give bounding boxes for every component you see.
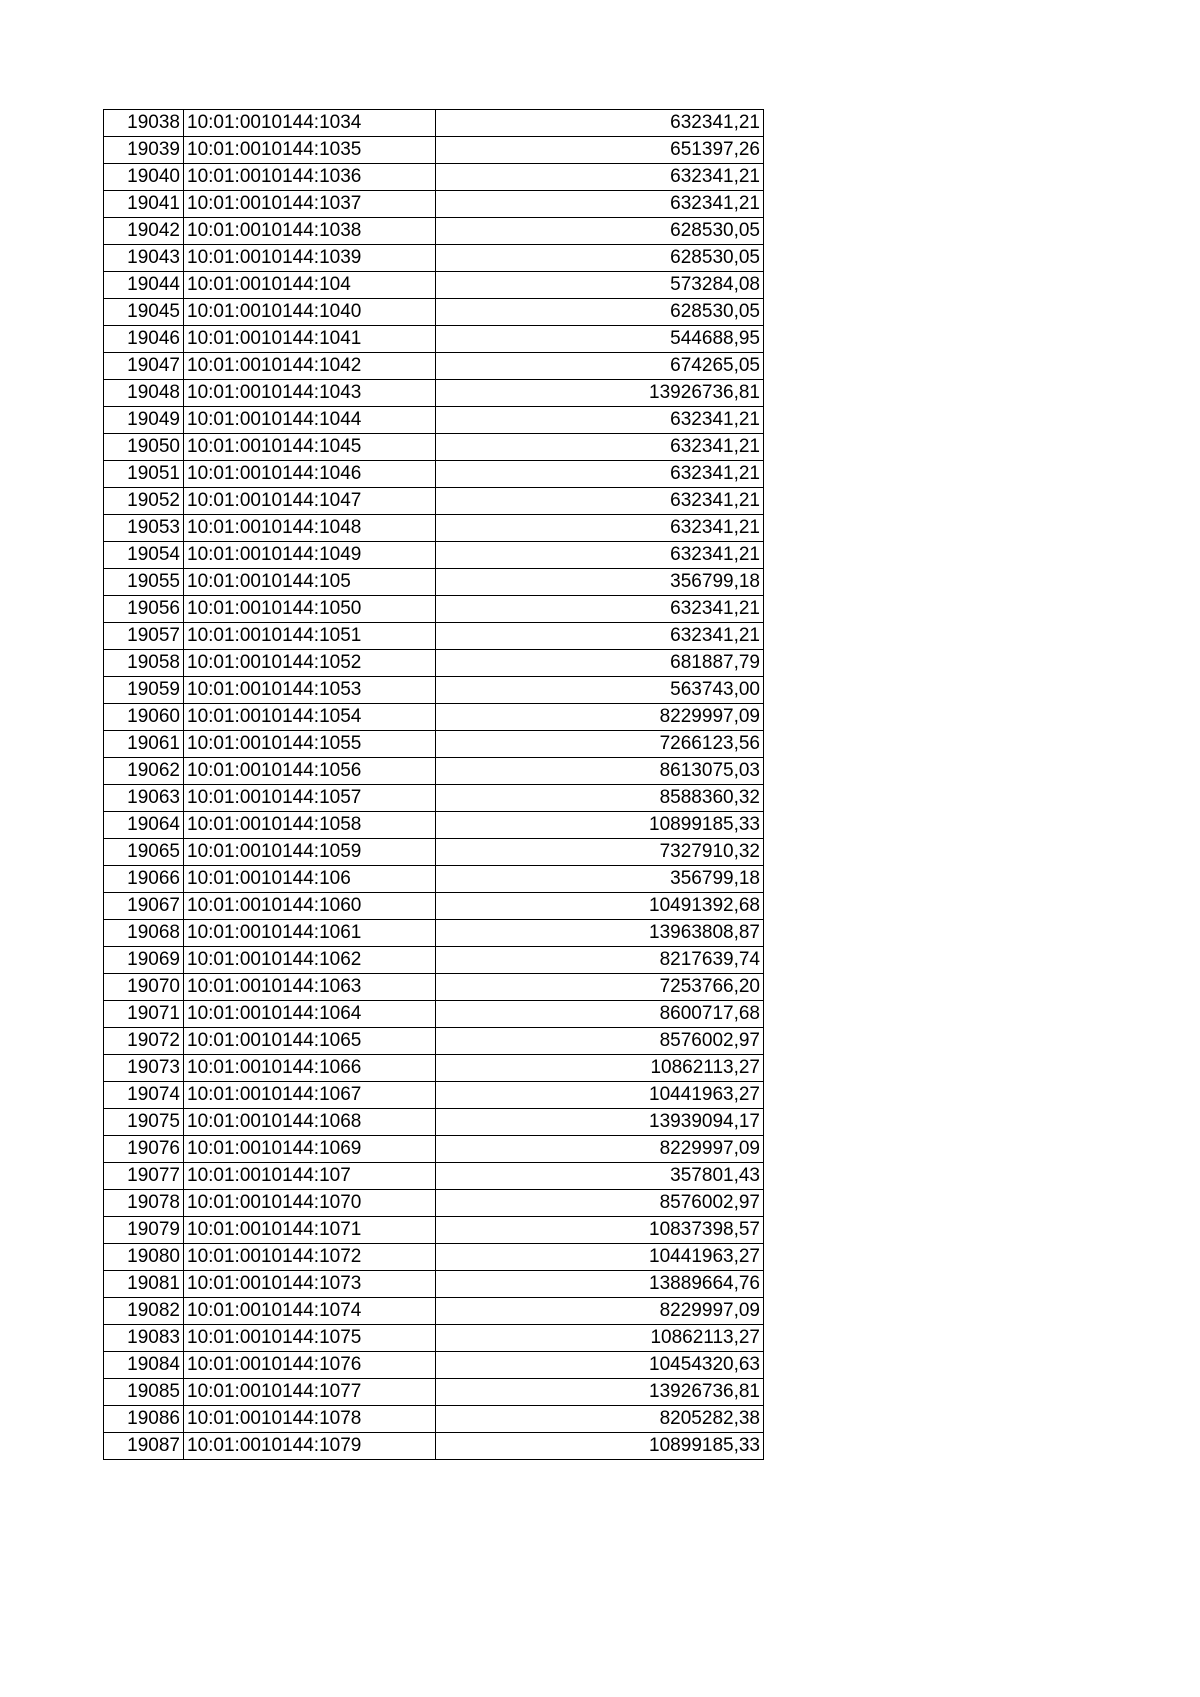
cadastral-number-cell: 10:01:0010144:1056 bbox=[184, 758, 436, 785]
cadastral-number-cell: 10:01:0010144:1039 bbox=[184, 245, 436, 272]
cadastral-number-cell: 10:01:0010144:1068 bbox=[184, 1109, 436, 1136]
row-number-cell: 19072 bbox=[104, 1028, 184, 1055]
cadastral-number-cell: 10:01:0010144:1034 bbox=[184, 110, 436, 137]
cadastral-number-cell: 10:01:0010144:1054 bbox=[184, 704, 436, 731]
row-number-cell: 19046 bbox=[104, 326, 184, 353]
cadastral-value-cell: 10491392,68 bbox=[436, 893, 764, 920]
table-row bbox=[104, 866, 764, 893]
row-number-cell: 19078 bbox=[104, 1190, 184, 1217]
cadastral-value-cell: 632341,21 bbox=[436, 164, 764, 191]
cadastral-number-cell: 10:01:0010144:1072 bbox=[184, 1244, 436, 1271]
cadastral-value-cell: 10862113,27 bbox=[436, 1055, 764, 1082]
table-row bbox=[104, 1352, 764, 1379]
table-row bbox=[104, 407, 764, 434]
row-number-cell: 19061 bbox=[104, 731, 184, 758]
cadastral-number-cell: 10:01:0010144:1044 bbox=[184, 407, 436, 434]
table-row bbox=[104, 299, 764, 326]
cadastral-number-cell: 10:01:0010144:1063 bbox=[184, 974, 436, 1001]
table-row bbox=[104, 1028, 764, 1055]
cadastral-value-cell: 7266123,56 bbox=[436, 731, 764, 758]
table-row bbox=[104, 488, 764, 515]
table-row bbox=[104, 515, 764, 542]
row-number-cell: 19086 bbox=[104, 1406, 184, 1433]
cadastral-value-cell: 632341,21 bbox=[436, 434, 764, 461]
row-number-cell: 19073 bbox=[104, 1055, 184, 1082]
cadastral-number-cell: 10:01:0010144:1064 bbox=[184, 1001, 436, 1028]
table-row bbox=[104, 731, 764, 758]
cadastral-value-cell: 8217639,74 bbox=[436, 947, 764, 974]
cadastral-number-cell: 10:01:0010144:1060 bbox=[184, 893, 436, 920]
cadastral-value-cell: 10837398,57 bbox=[436, 1217, 764, 1244]
row-number-cell: 19040 bbox=[104, 164, 184, 191]
cadastral-number-cell: 10:01:0010144:1067 bbox=[184, 1082, 436, 1109]
row-number-cell: 19057 bbox=[104, 623, 184, 650]
cadastral-value-cell: 13926736,81 bbox=[436, 1379, 764, 1406]
row-number-cell: 19063 bbox=[104, 785, 184, 812]
cadastral-value-cell: 7327910,32 bbox=[436, 839, 764, 866]
table-body bbox=[104, 110, 764, 1460]
table-row bbox=[104, 110, 764, 137]
table-row bbox=[104, 1082, 764, 1109]
row-number-cell: 19052 bbox=[104, 488, 184, 515]
table-row bbox=[104, 191, 764, 218]
table-row bbox=[104, 623, 764, 650]
row-number-cell: 19071 bbox=[104, 1001, 184, 1028]
table-row bbox=[104, 920, 764, 947]
table-row bbox=[104, 596, 764, 623]
cadastral-value-cell: 632341,21 bbox=[436, 623, 764, 650]
cadastral-value-cell: 8576002,97 bbox=[436, 1190, 764, 1217]
table-row bbox=[104, 380, 764, 407]
row-number-cell: 19077 bbox=[104, 1163, 184, 1190]
table-row bbox=[104, 353, 764, 380]
cadastral-value-cell: 632341,21 bbox=[436, 110, 764, 137]
cadastral-number-cell: 10:01:0010144:1040 bbox=[184, 299, 436, 326]
cadastral-value-cell: 628530,05 bbox=[436, 218, 764, 245]
cadastral-value-cell: 13926736,81 bbox=[436, 380, 764, 407]
cadastral-number-cell: 10:01:0010144:1069 bbox=[184, 1136, 436, 1163]
row-number-cell: 19055 bbox=[104, 569, 184, 596]
table-row bbox=[104, 785, 764, 812]
cadastral-value-cell: 8229997,09 bbox=[436, 1298, 764, 1325]
cadastral-value-cell: 8229997,09 bbox=[436, 1136, 764, 1163]
table-row bbox=[104, 1271, 764, 1298]
cadastral-value-cell: 544688,95 bbox=[436, 326, 764, 353]
cadastral-value-cell: 632341,21 bbox=[436, 191, 764, 218]
row-number-cell: 19042 bbox=[104, 218, 184, 245]
cadastral-number-cell: 10:01:0010144:1065 bbox=[184, 1028, 436, 1055]
row-number-cell: 19075 bbox=[104, 1109, 184, 1136]
cadastral-value-cell: 628530,05 bbox=[436, 245, 764, 272]
row-number-cell: 19068 bbox=[104, 920, 184, 947]
table-row bbox=[104, 650, 764, 677]
row-number-cell: 19045 bbox=[104, 299, 184, 326]
cadastral-value-cell: 357801,43 bbox=[436, 1163, 764, 1190]
cadastral-number-cell: 10:01:0010144:1049 bbox=[184, 542, 436, 569]
table-row bbox=[104, 839, 764, 866]
cadastral-value-cell: 10862113,27 bbox=[436, 1325, 764, 1352]
cadastral-number-cell: 10:01:0010144:1070 bbox=[184, 1190, 436, 1217]
cadastral-value-cell: 632341,21 bbox=[436, 461, 764, 488]
cadastral-number-cell: 10:01:0010144:1058 bbox=[184, 812, 436, 839]
cadastral-number-cell: 10:01:0010144:1062 bbox=[184, 947, 436, 974]
cadastral-number-cell: 10:01:0010144:1079 bbox=[184, 1433, 436, 1460]
cadastral-value-cell: 7253766,20 bbox=[436, 974, 764, 1001]
cadastral-number-cell: 10:01:0010144:1045 bbox=[184, 434, 436, 461]
row-number-cell: 19038 bbox=[104, 110, 184, 137]
table-row bbox=[104, 1244, 764, 1271]
table-row bbox=[104, 1001, 764, 1028]
row-number-cell: 19070 bbox=[104, 974, 184, 1001]
table-row bbox=[104, 1406, 764, 1433]
row-number-cell: 19054 bbox=[104, 542, 184, 569]
table-row bbox=[104, 704, 764, 731]
cadastral-value-cell: 10441963,27 bbox=[436, 1082, 764, 1109]
cadastral-value-cell: 10454320,63 bbox=[436, 1352, 764, 1379]
cadastral-value-cell: 356799,18 bbox=[436, 866, 764, 893]
table-row bbox=[104, 326, 764, 353]
row-number-cell: 19043 bbox=[104, 245, 184, 272]
cadastral-number-cell: 10:01:0010144:1066 bbox=[184, 1055, 436, 1082]
row-number-cell: 19060 bbox=[104, 704, 184, 731]
table-row bbox=[104, 1298, 764, 1325]
table-row bbox=[104, 434, 764, 461]
cadastral-number-cell: 10:01:0010144:1075 bbox=[184, 1325, 436, 1352]
table-row bbox=[104, 245, 764, 272]
row-number-cell: 19069 bbox=[104, 947, 184, 974]
row-number-cell: 19044 bbox=[104, 272, 184, 299]
cadastral-value-cell: 632341,21 bbox=[436, 542, 764, 569]
row-number-cell: 19059 bbox=[104, 677, 184, 704]
cadastral-value-cell: 10441963,27 bbox=[436, 1244, 764, 1271]
table-row bbox=[104, 137, 764, 164]
cadastral-value-cell: 651397,26 bbox=[436, 137, 764, 164]
table-row bbox=[104, 812, 764, 839]
cadastral-number-cell: 10:01:0010144:1046 bbox=[184, 461, 436, 488]
cadastral-number-cell: 10:01:0010144:1048 bbox=[184, 515, 436, 542]
table-row bbox=[104, 1379, 764, 1406]
cadastral-number-cell: 10:01:0010144:1078 bbox=[184, 1406, 436, 1433]
table-row bbox=[104, 1109, 764, 1136]
cadastral-number-cell: 10:01:0010144:1076 bbox=[184, 1352, 436, 1379]
cadastral-value-cell: 8588360,32 bbox=[436, 785, 764, 812]
table-row bbox=[104, 974, 764, 1001]
cadastral-number-cell: 10:01:0010144:1077 bbox=[184, 1379, 436, 1406]
cadastral-number-cell: 10:01:0010144:1050 bbox=[184, 596, 436, 623]
table-row bbox=[104, 758, 764, 785]
table-row bbox=[104, 1217, 764, 1244]
cadastral-value-cell: 681887,79 bbox=[436, 650, 764, 677]
cadastral-number-cell: 10:01:0010144:1071 bbox=[184, 1217, 436, 1244]
table-row bbox=[104, 218, 764, 245]
row-number-cell: 19064 bbox=[104, 812, 184, 839]
cadastral-number-cell: 10:01:0010144:1042 bbox=[184, 353, 436, 380]
table-row bbox=[104, 947, 764, 974]
row-number-cell: 19080 bbox=[104, 1244, 184, 1271]
cadastral-number-cell: 10:01:0010144:1059 bbox=[184, 839, 436, 866]
cadastral-number-cell: 10:01:0010144:105 bbox=[184, 569, 436, 596]
row-number-cell: 19051 bbox=[104, 461, 184, 488]
row-number-cell: 19062 bbox=[104, 758, 184, 785]
row-number-cell: 19066 bbox=[104, 866, 184, 893]
row-number-cell: 19081 bbox=[104, 1271, 184, 1298]
cadastral-number-cell: 10:01:0010144:1074 bbox=[184, 1298, 436, 1325]
row-number-cell: 19084 bbox=[104, 1352, 184, 1379]
cadastral-value-cell: 573284,08 bbox=[436, 272, 764, 299]
row-number-cell: 19056 bbox=[104, 596, 184, 623]
cadastral-number-cell: 10:01:0010144:1037 bbox=[184, 191, 436, 218]
cadastral-number-cell: 10:01:0010144:1038 bbox=[184, 218, 436, 245]
cadastral-number-cell: 10:01:0010144:1073 bbox=[184, 1271, 436, 1298]
cadastral-value-cell: 8613075,03 bbox=[436, 758, 764, 785]
table-row bbox=[104, 1190, 764, 1217]
cadastral-number-cell: 10:01:0010144:1057 bbox=[184, 785, 436, 812]
row-number-cell: 19039 bbox=[104, 137, 184, 164]
table-row bbox=[104, 893, 764, 920]
table-row bbox=[104, 1136, 764, 1163]
cadastral-value-cell: 628530,05 bbox=[436, 299, 764, 326]
cadastral-number-cell: 10:01:0010144:1036 bbox=[184, 164, 436, 191]
cadastral-value-cell: 632341,21 bbox=[436, 596, 764, 623]
table-row bbox=[104, 1055, 764, 1082]
table-row bbox=[104, 542, 764, 569]
cadastral-value-cell: 632341,21 bbox=[436, 488, 764, 515]
cadastral-value-cell: 13963808,87 bbox=[436, 920, 764, 947]
cadastral-number-cell: 10:01:0010144:1041 bbox=[184, 326, 436, 353]
row-number-cell: 19076 bbox=[104, 1136, 184, 1163]
cadastral-value-cell: 8600717,68 bbox=[436, 1001, 764, 1028]
cadastral-number-cell: 10:01:0010144:1052 bbox=[184, 650, 436, 677]
table-row bbox=[104, 272, 764, 299]
data-table bbox=[103, 109, 764, 1460]
table-row bbox=[104, 1433, 764, 1460]
cadastral-value-cell: 10899185,33 bbox=[436, 812, 764, 839]
row-number-cell: 19041 bbox=[104, 191, 184, 218]
cadastral-number-cell: 10:01:0010144:1051 bbox=[184, 623, 436, 650]
cadastral-value-cell: 13939094,17 bbox=[436, 1109, 764, 1136]
cadastral-value-cell: 8205282,38 bbox=[436, 1406, 764, 1433]
cadastral-value-cell: 632341,21 bbox=[436, 515, 764, 542]
row-number-cell: 19058 bbox=[104, 650, 184, 677]
table-row bbox=[104, 569, 764, 596]
row-number-cell: 19082 bbox=[104, 1298, 184, 1325]
row-number-cell: 19079 bbox=[104, 1217, 184, 1244]
cadastral-value-cell: 674265,05 bbox=[436, 353, 764, 380]
cadastral-number-cell: 10:01:0010144:107 bbox=[184, 1163, 436, 1190]
cadastral-number-cell: 10:01:0010144:104 bbox=[184, 272, 436, 299]
cadastral-value-cell: 13889664,76 bbox=[436, 1271, 764, 1298]
table-row bbox=[104, 1163, 764, 1190]
cadastral-value-cell: 8576002,97 bbox=[436, 1028, 764, 1055]
table-row bbox=[104, 677, 764, 704]
row-number-cell: 19065 bbox=[104, 839, 184, 866]
table-row bbox=[104, 1325, 764, 1352]
cadastral-value-cell: 356799,18 bbox=[436, 569, 764, 596]
cadastral-value-cell: 8229997,09 bbox=[436, 704, 764, 731]
row-number-cell: 19049 bbox=[104, 407, 184, 434]
cadastral-number-cell: 10:01:0010144:1053 bbox=[184, 677, 436, 704]
cadastral-number-cell: 10:01:0010144:1061 bbox=[184, 920, 436, 947]
row-number-cell: 19087 bbox=[104, 1433, 184, 1460]
row-number-cell: 19083 bbox=[104, 1325, 184, 1352]
cadastral-number-cell: 10:01:0010144:106 bbox=[184, 866, 436, 893]
cadastral-number-cell: 10:01:0010144:1047 bbox=[184, 488, 436, 515]
row-number-cell: 19074 bbox=[104, 1082, 184, 1109]
row-number-cell: 19047 bbox=[104, 353, 184, 380]
cadastral-number-cell: 10:01:0010144:1055 bbox=[184, 731, 436, 758]
table-row bbox=[104, 164, 764, 191]
row-number-cell: 19048 bbox=[104, 380, 184, 407]
row-number-cell: 19050 bbox=[104, 434, 184, 461]
row-number-cell: 19067 bbox=[104, 893, 184, 920]
cadastral-number-cell: 10:01:0010144:1043 bbox=[184, 380, 436, 407]
cadastral-number-cell: 10:01:0010144:1035 bbox=[184, 137, 436, 164]
cadastral-value-cell: 10899185,33 bbox=[436, 1433, 764, 1460]
table-row bbox=[104, 461, 764, 488]
cadastral-value-cell: 632341,21 bbox=[436, 407, 764, 434]
row-number-cell: 19085 bbox=[104, 1379, 184, 1406]
row-number-cell: 19053 bbox=[104, 515, 184, 542]
cadastral-value-cell: 563743,00 bbox=[436, 677, 764, 704]
